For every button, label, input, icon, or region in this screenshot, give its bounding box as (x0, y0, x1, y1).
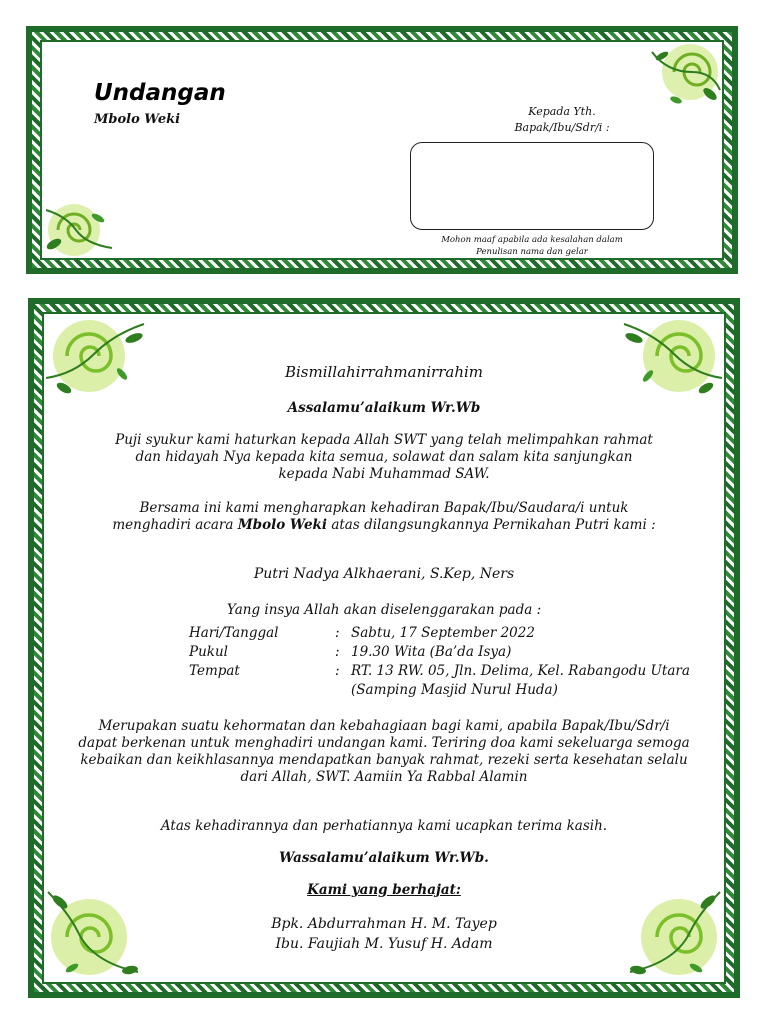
opening-paragraph (44, 432, 724, 483)
addressee-label (482, 104, 642, 136)
bride-name: Putri Nadya Alkhaerani, S.Kep, Ners (253, 566, 515, 582)
detail-colon: : (335, 663, 340, 679)
detail-value: RT. 13 RW. 05, Jln. Delima, Kel. Rabangodu Utara (351, 663, 690, 679)
apology-note-line-2: Penulisan nama dan gelar (476, 247, 588, 257)
envelope-title: Undangan (94, 80, 226, 106)
closing-paragraph-line: kebaikan dan keikhlasannya mendapatkan banyak rahmat, rezeki serta kesehatan selalu (80, 752, 688, 768)
envelope-card (26, 26, 738, 274)
invitation-paragraph (44, 500, 724, 534)
host-name: Ibu. Faujiah M. Yusuf H. Adam (275, 936, 493, 952)
addressee-line-1: Kepada Yth. (528, 105, 596, 118)
closing-paragraph-line: Merupakan suatu kehormatan dan kebahagiaan bagi kami, apabila Bapak/Ibu/Sdr/i (98, 718, 670, 734)
floral-ornament-top-right (614, 314, 724, 404)
opening-paragraph-line: Puji syukur kami haturkan kepada Allah SWT yang telah melimpahkan rahmat (115, 432, 653, 448)
floral-ornament-top-right (632, 42, 722, 122)
invitation-paragraph-line (44, 517, 724, 534)
floral-ornament-bottom-left (42, 190, 122, 258)
thanks-line: Atas kehadirannya dan perhatiannya kami ucapkan terima kasih. (160, 818, 608, 834)
detail-colon: : (335, 625, 340, 641)
invitation-paragraph-line: Bersama ini kami mengharapkan kehadiran Bapak/Ibu/Saudara/i untuk (139, 500, 629, 516)
opening-paragraph-line: kepada Nabi Muhammad SAW. (278, 466, 490, 482)
invitation-text: atas dilangsungkannya Pernikahan Putri kami : (327, 517, 656, 533)
closing-paragraph-line: dapat berkenan untuk menghadiri undangan kami. Teriring doa kami sekeluarga semoga (78, 735, 690, 751)
detail-value: (Samping Masjid Nurul Huda) (351, 682, 558, 698)
details-intro: Yang insya Allah akan diselenggarakan pada : (226, 602, 542, 618)
invitation-letter-card (28, 298, 740, 998)
event-name: Mbolo Weki (237, 517, 328, 533)
addressee-name-box[interactable] (410, 142, 654, 230)
invitation-text: menghadiri acara (112, 517, 238, 533)
opening-salam: Assalamu’alaikum Wr.Wb (287, 400, 481, 416)
envelope-subtitle: Mbolo Weki (94, 112, 181, 127)
addressee-line-2: Bapak/Ibu/Sdr/i : (514, 121, 610, 134)
closing-paragraph (44, 718, 724, 786)
detail-label: Tempat (189, 663, 240, 679)
closing-salam: Wassalamu’alaikum Wr.Wb. (279, 850, 489, 866)
closing-paragraph-line: dari Allah, SWT. Aamiin Ya Rabbal Alamin (240, 769, 528, 785)
host-name: Bpk. Abdurrahman H. M. Tayep (271, 916, 497, 932)
envelope-paper (40, 40, 724, 260)
detail-value: 19.30 Wita (Ba’da Isya) (351, 644, 512, 660)
detail-label: Hari/Tanggal (189, 625, 279, 641)
detail-value: Sabtu, 17 September 2022 (351, 625, 535, 641)
opening-paragraph-line: dan hidayah Nya kepada kita semua, solawat dan salam kita sanjungkan (135, 449, 633, 465)
hosts-heading: Kami yang berhajat: (307, 882, 461, 898)
detail-colon: : (335, 644, 340, 660)
detail-label: Pukul (189, 644, 228, 660)
apology-note (412, 234, 652, 258)
apology-note-line-1: Mohon maaf apabila ada kesalahan dalam (441, 235, 623, 245)
basmalah: Bismillahirrahmanirrahim (284, 363, 484, 381)
letter-paper (42, 312, 726, 984)
floral-ornament-top-left (44, 314, 154, 404)
